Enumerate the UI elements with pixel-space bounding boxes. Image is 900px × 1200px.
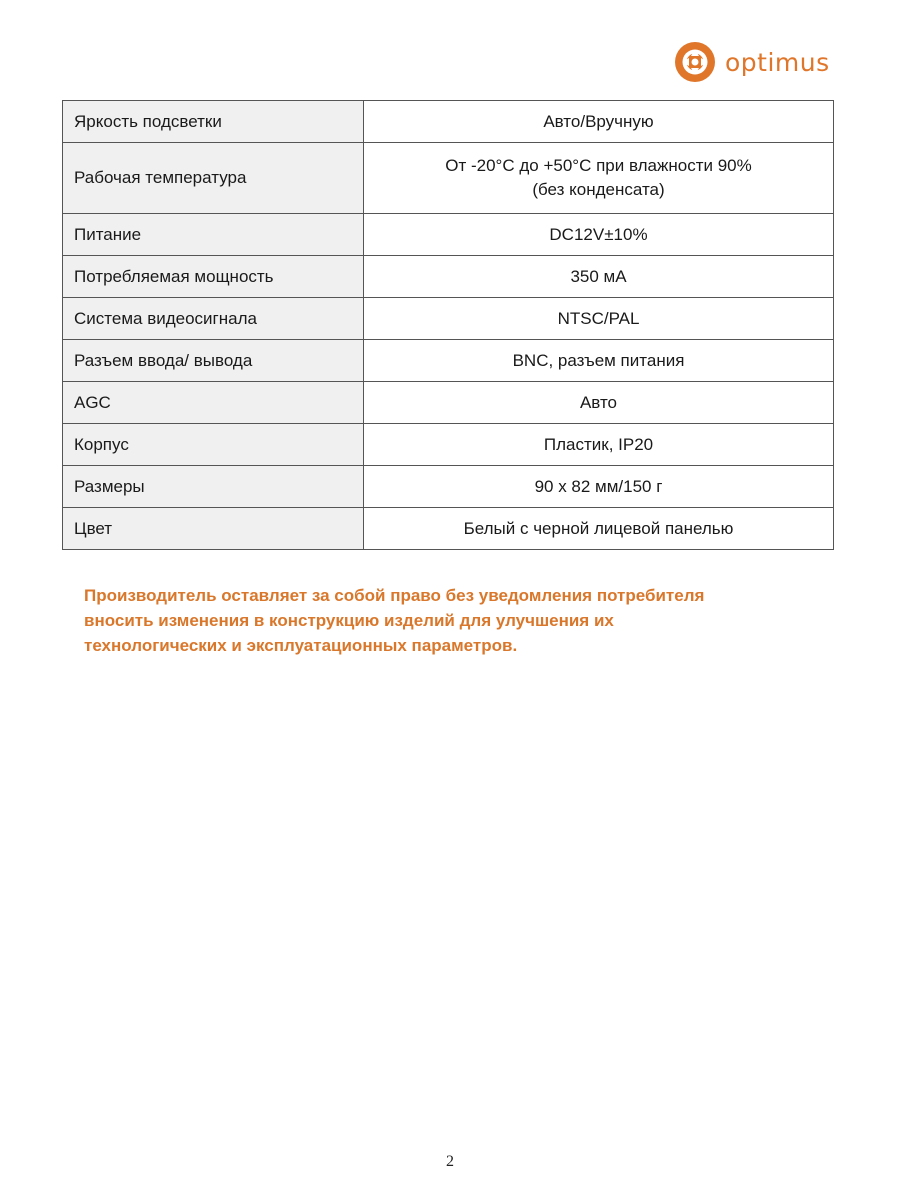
table-row bbox=[63, 143, 834, 214]
param-name: Корпус bbox=[63, 424, 364, 466]
param-value: BNC, разъем питания bbox=[364, 340, 834, 382]
table-row bbox=[63, 298, 834, 340]
table-row bbox=[63, 466, 834, 508]
table-row bbox=[63, 382, 834, 424]
table-row bbox=[63, 424, 834, 466]
manufacturer-notice bbox=[84, 583, 824, 658]
param-value: Авто bbox=[364, 382, 834, 424]
param-name: Разъем ввода/ вывода bbox=[63, 340, 364, 382]
param-value: Пластик, IP20 bbox=[364, 424, 834, 466]
param-value-line2: (без конденсата) bbox=[532, 180, 665, 199]
param-value: NTSC/PAL bbox=[364, 298, 834, 340]
table-row bbox=[63, 101, 834, 143]
param-name: Потребляемая мощность bbox=[63, 256, 364, 298]
notice-line: технологических и эксплуатационных параметров. bbox=[84, 636, 518, 655]
table-row bbox=[63, 214, 834, 256]
brand-logo bbox=[673, 40, 830, 84]
notice-line: вносить изменения в конструкцию изделий для улучшения их bbox=[84, 611, 614, 630]
page-number: 2 bbox=[446, 1153, 454, 1170]
param-name: Цвет bbox=[63, 508, 364, 550]
specifications-table bbox=[62, 100, 834, 550]
table-row bbox=[63, 340, 834, 382]
param-value: Белый с черной лицевой панелью bbox=[364, 508, 834, 550]
param-name: Яркость подсветки bbox=[63, 101, 364, 143]
param-name: Рабочая температура bbox=[63, 143, 364, 214]
param-name: AGC bbox=[63, 382, 364, 424]
param-name: Питание bbox=[63, 214, 364, 256]
brand-name: optimus bbox=[725, 47, 830, 77]
param-value: Авто/Вручную bbox=[364, 101, 834, 143]
notice-line: Производитель оставляет за собой право без уведомления потребителя bbox=[84, 586, 705, 605]
param-name: Система видеосигнала bbox=[63, 298, 364, 340]
param-value: DC12V±10% bbox=[364, 214, 834, 256]
param-value: 350 мА bbox=[364, 256, 834, 298]
camera-aperture-logo-icon bbox=[673, 40, 717, 84]
table-row bbox=[63, 508, 834, 550]
param-name: Размеры bbox=[63, 466, 364, 508]
param-value: 90 х 82 мм/150 г bbox=[364, 466, 834, 508]
table-row bbox=[63, 256, 834, 298]
param-value-line1: От -20°C до +50°C при влажности 90% bbox=[445, 156, 752, 175]
param-value bbox=[364, 143, 834, 214]
